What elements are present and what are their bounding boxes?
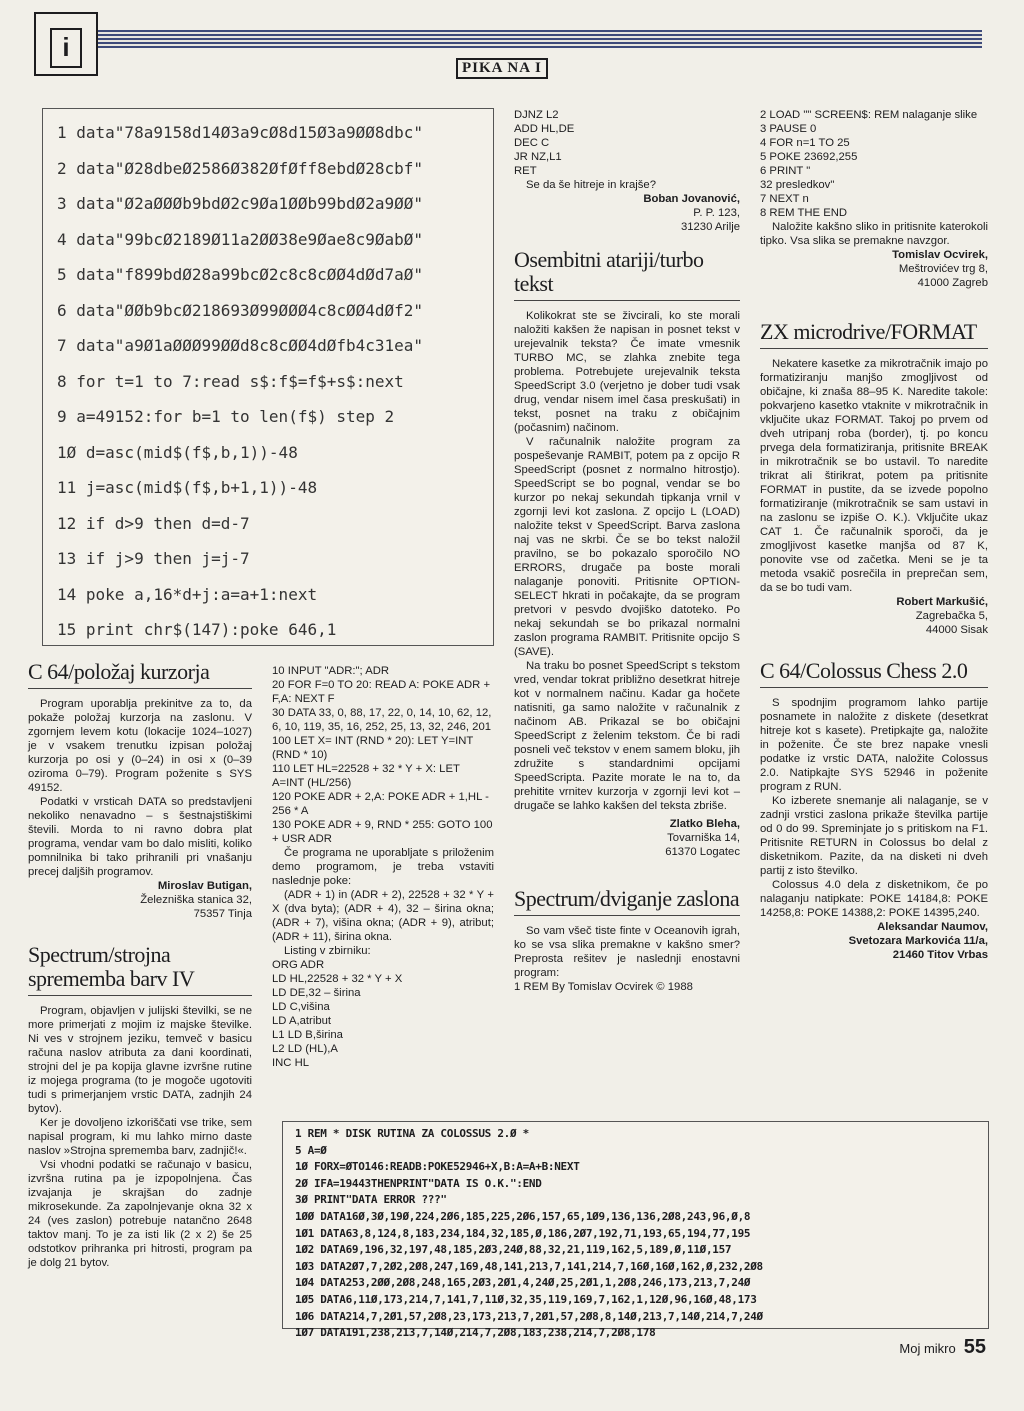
- author-address: Železniška stanica 32,: [140, 894, 252, 906]
- code-line: 6 PRINT ": [760, 165, 811, 177]
- paragraph: Vsi vhodni podatki se računajo v basicu, izvršna rutina pa je izpopolnjena. Čas izvajanja je skrajšan do zadnje mikrosekunde. Za zapolnjevanje okna 32 x 24 (ves zaslon) potrebuje natančno 2648 taktov manj. To je za isti lik (2 x 2) še 25 odstotkov prihranka pri hitrosti, program pa je dolg 21 bytov.: [28, 1159, 252, 1269]
- paragraph: Program, objavljen v julijski številki, se ne more primerjati z mojim iz majske številke. Ni ves v strojnem jeziku, temveč v basicu računa naslov atributa za dani koordinati, strojni del je pa kopija glavne izvršne rutine iz mojega programa (to je mogoče ugotoviti tudi s primerjanjem vrstic DATA, zadnjih 24 bytov).: [28, 1005, 252, 1115]
- basic-line: 2 data"Ø28dbeØ2586Ø382ØfØff8ebdØ28cbf": [57, 158, 424, 178]
- author-name: Boban Jovanović,: [643, 193, 740, 205]
- code-line: RET: [514, 165, 537, 177]
- listing-line: 5 A=Ø: [295, 1143, 327, 1157]
- code-line: 1 REM By Tomislav Ocvirek © 1988: [514, 981, 693, 993]
- listing-line: 1Ø5 DATA6,11Ø,173,214,7,141,7,11Ø,32,35,119,169,7,162,1,12Ø,96,16Ø,48,173: [295, 1292, 757, 1306]
- col1: [28, 650, 252, 1270]
- paragraph: Se da še hitreje in krajše?: [526, 179, 656, 191]
- code-line: 8 REM THE END: [760, 207, 848, 219]
- listing-line: 1Ø7 DATA191,238,213,7,14Ø,214,7,2Ø8,183,238,214,7,2Ø8,178: [295, 1326, 656, 1340]
- paragraph: Program uporablja prekinitve za to, da pokaže položaj kurzorja na zaslonu. V zgornjem levem kotu (lokacije 1024–1027) je v vsakem trenutku izpisan položaj kurzorja po osi y (0–24) in osi x (0–39 oziroma 0–79). Program poženite s SYS 49152.: [28, 698, 252, 794]
- paragraph: S spodnjim programom lahko partije posnamete in naložite z diskete (desetkrat hitreje kot s kasete). Pretipkajte ga, naložite in poženite. Če ste brez napake vnesli podatke iz vrstic DATA, naložite Colossus 2.0. Natipkajte SYS 52946 in poženite program z RUN.: [760, 697, 988, 793]
- paragraph: Ko izberete snemanje ali nalaganje, se v zadnji vrstici zaslona prikaže številka partije od 0 do 99. Spreminjate jo s pritiskom na F1. Pritisnite RETURN in Colossus bo delal z disketnikom. Pazite, da na disketi ni dveh partij z isto številko.: [760, 795, 988, 877]
- author-address: Tovarniška 14,: [667, 832, 740, 844]
- basic-line: 7 data"a9Ø1aØØØ99ØØd8c8cØØ4dØfb4c31ea": [57, 336, 424, 355]
- col2: [272, 664, 494, 1070]
- listing-line: 2Ø IFA=19443THENPRINT"DATA IS O.K.":END: [295, 1176, 542, 1190]
- basic-line: 1 data"78a9158d14Ø3a9cØ8d15Ø3a9ØØ8dbc": [57, 123, 424, 142]
- page-footer: [899, 1336, 986, 1359]
- listing-line: 1Ø2 DATA69,196,32,197,48,185,2Ø3,24Ø,88,32,21,119,162,5,189,Ø,11Ø,157: [295, 1243, 732, 1257]
- basic-line: 14 poke a,16*d+j:a=a+1:next: [57, 584, 318, 604]
- paragraph: Colossus 4.0 dela z disketnikom, če po nalaganju natipkate: POKE 14184,8: POKE 14258,8: POKE 14388,2: POKE 14395,240.: [760, 879, 988, 919]
- listing-line: 1 REM * DISK RUTINA ZA COLOSSUS 2.Ø *: [295, 1127, 529, 1140]
- basic-line: 5 data"f899bdØ28a99bcØ2c8c8cØØ4dØd7aØ": [57, 265, 424, 284]
- basic-line: 11 j=asc(mid$(f$,b+1,1))-48: [57, 478, 318, 497]
- article-title: Spectrum/dviganje zaslona: [514, 887, 740, 916]
- code-line: 2 LOAD "" SCREEN$: REM nalaganje slike: [760, 109, 978, 121]
- paragraph: Nekatere kasetke za mikrotračnik imajo po formatiziranju manjšo zmogljivost od običajne, ki znaša 88–95 K. Naredite takole: pokvarjeno kasetko vtaknite v mikrotračnik in vključite ukaz FORMAT. Takoj po prvem od dveh utripanj roba (border), tj. po koncu prvega dela formatiziranja, pritisnite BREAK in mikrotračnik se bo ustavil. To naredite trikrat ali štirikrat, potem pa pritisnite FORMAT in pustite, da se izvede popolno formatiziranje (mikrotračnik se sam ustavi in na zaslonu se izpiše O. K.). Vključite ukaz CAT 1. Če računalnik sporoči, da je zmogljivost kasetke manjša od 87 K, ponovite vse od začetka. Meni se je ta metoda vsakič posrečila in preprečan sem, da se bo tudi vam.: [760, 358, 988, 594]
- author-address: Zagrebačka 5,: [915, 610, 988, 622]
- paragraph: Podatki v vrsticah DATA so predstavljeni nekoliko nenavadno – s šestnajstiškimi števili. Morda to ni ravno dobra plat programa, vendar vam bo dalo misliti, koliko pomnilnika bi tako prihranili pri vnašanju precej daljših programov.: [28, 796, 252, 878]
- listing-line: 1Ø4 DATA253,2ØØ,2Ø8,248,165,2Ø3,2Ø1,4,24Ø,25,2Ø1,1,2Ø8,246,173,213,7,24Ø: [295, 1276, 751, 1290]
- author-name: Zlatko Bleha,: [669, 818, 740, 830]
- listing-line: 1Ø FORX=ØTO146:READB:POKE52946+X,B:A=A+B:NEXT: [295, 1160, 580, 1174]
- basic-line: 13 if j>9 then j=j-7: [57, 549, 250, 568]
- basic-listing-box: [42, 108, 494, 646]
- code-line: JR NZ,L1: [514, 151, 562, 163]
- basic-line: 9 a=49152:for b=1 to len(f$) step 2: [57, 407, 395, 426]
- author-address: 75357 Tinja: [193, 908, 252, 920]
- code-line: DJNZ L2: [514, 109, 559, 121]
- basic-line: 3 data"Ø2aØØØb9bdØ2c9Øa1ØØb99bdØ2a9ØØ": [57, 194, 424, 213]
- basic-line: 4 data"99bcØ2189Ø11a2ØØ38e9Øae8c9ØabØ": [57, 229, 424, 249]
- magazine-name: Moj mikro: [899, 1341, 956, 1356]
- author-address: 41000 Zagreb: [917, 277, 988, 289]
- basic-line: 1Ø d=asc(mid$(f$,b,1))-48: [57, 442, 298, 462]
- paragraph: Kolikokrat ste se živcirali, ko ste morali naložiti kakšen že napisan in posnet tekst v urejevalnik teksta? Če imate vmesnik TURBO MC, se zlahka znebite tega problema. Potrebujete urejevalnik teksta SpeedScript 3.0 (verjetno je dober tudi vsak drug, vendar nisem imel časa preskušati) in tekst, posnet na traku z običajnim (počasnim) načinom.: [514, 310, 740, 434]
- author-address: Svetozara Markovića 11/a,: [848, 935, 988, 947]
- page-number: 55: [963, 1336, 986, 1358]
- paragraph: Listing v zbirniku:: [284, 945, 371, 957]
- listing-line: 1ØØ DATA16Ø,3Ø,19Ø,224,2Ø6,185,225,2Ø6,157,65,1Ø9,136,136,2Ø8,243,96,Ø,8: [295, 1209, 751, 1223]
- article-title: Spectrum/strojna sprememba barv IV: [28, 943, 252, 996]
- code-line: ADD HL,DE: [514, 123, 575, 135]
- paragraph: Naložite kakšno sliko in pritisnite katerokoli tipko. Vsa slika se premakne navzgor.: [760, 221, 988, 247]
- listing-line: 1Ø6 DATA214,7,2Ø1,57,2Ø8,23,173,213,7,2Ø1,57,2Ø8,8,14Ø,213,7,14Ø,214,7,24Ø: [295, 1309, 763, 1323]
- author-address: 61370 Logatec: [665, 846, 740, 858]
- paragraph: Če programa ne uporabljate s priloženim demo programom, je treba vstaviti naslednje poke:: [272, 847, 494, 887]
- article-title: C 64/položaj kurzorja: [28, 660, 252, 689]
- header-stripe: [78, 30, 982, 48]
- author-address: P. P. 123,: [693, 207, 740, 219]
- author-name: Robert Markušić,: [896, 596, 988, 608]
- article-title: ZX microdrive/FORMAT: [760, 320, 988, 349]
- author-address: 21460 Titov Vrbas: [892, 949, 988, 961]
- author-name: Tomislav Ocvirek,: [892, 249, 988, 261]
- code-block: ORG ADR LD HL,22528 + 32 * Y + X LD DE,32 – širina LD C,višina LD A,atribut L1 LD B,širina L2 LD (HL),A INC HL: [272, 959, 403, 1069]
- paragraph: Na traku bo posnet SpeedScript s tekstom vred, vendar tokrat približno desetkrat hitreje kot v normalnem načinu. Kadar ga hočete natisniti, ga samo naložite v računalnik z načinom AB. Prikazal se bo običajni SpeedScript z želenim tekstom. Če bi radi posneli več tekstov v enem samem bloku, jih združite s standardnimi opcijami SpeedScripta. Pazite morate le na to, da prehitite vrnitev kurzorja v zgornji levi kot – drugače se lahko kakšen del teksta zbriše.: [514, 660, 740, 812]
- author-name: Miroslav Butigan,: [157, 880, 252, 892]
- article-title: Osembitni atariji/turbo tekst: [514, 248, 740, 301]
- code-line: 4 FOR n=1 TO 25: [760, 137, 850, 149]
- logo-letter: i: [50, 28, 82, 68]
- col3-top: [514, 108, 740, 994]
- basic-line: 15 print chr$(147):poke 646,1: [57, 620, 337, 639]
- disk-listing-box: [282, 1121, 989, 1340]
- paragraph: Ker je dovoljeno izkoriščati vse trike, sem napisal program, ki mu lahko mirno daste naslov »Strojna sprememba barv, zadnjič!«.: [28, 1117, 252, 1157]
- listing-line: 1Ø3 DATA2Ø7,7,2Ø2,2Ø8,247,169,48,141,213,7,141,214,7,16Ø,16Ø,162,Ø,232,2Ø8: [295, 1259, 763, 1273]
- paragraph: V računalnik naložite program za pospeševanje RAMBIT, potem pa z opcijo R SpeedScript (posnet z normalno hitrostjo). SpeedScript se bo pognal, vendar se bo kurzor po nekaj sekundah tipkanja vrnil v zgornji levi kot zaslona. Z opcijo L (LOAD) naložite tekst v SpeedScript. Barva zaslona naj vas ne skrbi. Če se bo tekst naložil pravilno, se bo pokazalo sporočilo NO ERRORS, drugače pa boste morali nalaganje ponoviti. Pritisnite OPTION-SELECT hkrati in počakajte, da se program pretvori v pesvdo dvojiško datoteko. Po nekaj sekundah se bo prikazal normalni zaslon programa RAMBIT. Pritisnite opcijo S (SAVE).: [514, 436, 740, 658]
- col4: [760, 108, 988, 962]
- basic-line: 6 data"ØØb9bcØ218693Ø99ØØØ4c8cØØ4dØf2": [57, 300, 424, 320]
- code-line: 32 presledkov": [760, 179, 835, 191]
- code-line: 3 PAUSE 0: [760, 123, 817, 135]
- code-line: 7 NEXT n: [760, 193, 809, 205]
- basic-line: 8 for t=1 to 7:read s$:f$=f$+s$:next: [57, 371, 404, 391]
- author-address: 31230 Arilje: [680, 221, 740, 233]
- article-title: C 64/Colossus Chess 2.0: [760, 659, 988, 688]
- author-address: 44000 Sisak: [925, 624, 988, 636]
- author-address: Meštrovićev trg 8,: [898, 263, 988, 275]
- listing-line: 1Ø1 DATA63,8,124,8,183,234,184,32,185,Ø,186,2Ø7,192,71,193,65,194,77,195: [295, 1226, 751, 1240]
- paragraph: So vam všeč tiste finte v Oceanovih igrah, ko se vsa slika premakne v kakšno smer? Preprosta rešitev je naslednji enostavni program:: [514, 925, 740, 979]
- section-logo: [34, 12, 98, 76]
- code-block: 10 INPUT "ADR:"; ADR 20 FOR F=0 TO 20: READ A: POKE ADR + F,A: NEXT F 30 DATA 33, 0, 88, 17, 22, 0, 14, 10, 62, 12, 6, 10, 119, 35, 16, 252, 25, 13, 32, 246, 201 100 LET X= INT (RND * 20): LET Y=INT (RND * 10) 110 LET HL=22528 + 32 * Y + X: LET A=INT (HL/256) 120 POKE ADR + 2,A: POKE ADR + 1,HL - 256 * A 130 POKE ADR + 9, RND * 255: GOTO 100 + USR ADR: [272, 665, 493, 845]
- section-label: PIKA NA I: [456, 58, 548, 79]
- basic-line: 12 if d>9 then d=d-7: [57, 513, 250, 533]
- code-line: 5 POKE 23692,255: [760, 151, 858, 163]
- listing-line: 3Ø PRINT"DATA ERROR ???": [295, 1193, 447, 1207]
- code-line: DEC C: [514, 137, 550, 149]
- author-name: Aleksandar Naumov,: [877, 921, 988, 933]
- paragraph: (ADR + 1) in (ADR + 2), 22528 + 32 * Y + X (dva byta); (ADR + 4), 32 – širina okna; (ADR + 7), višina okna; (ADR + 9), atribut; (ADR + 11), širina okna.: [272, 889, 494, 943]
